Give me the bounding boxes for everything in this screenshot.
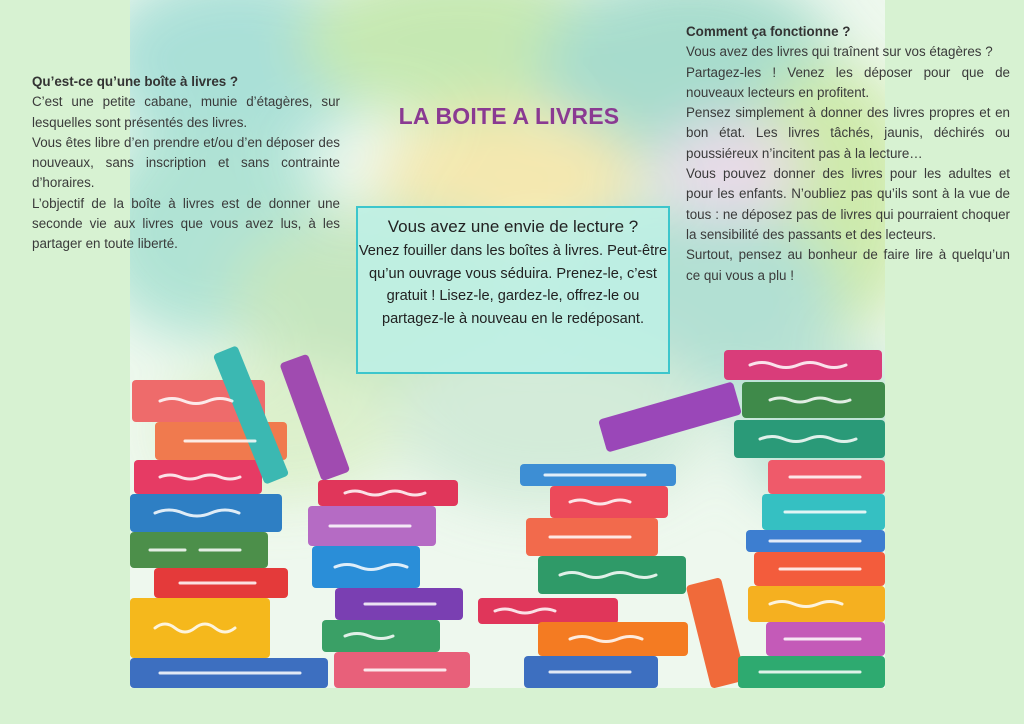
right-paragraph: Pensez simplement à donner des livres propres et en bon état. Les livres tâchés, jaunis, déchirés ou poussiéreux n’incitent pas à la lecture… (686, 105, 1010, 161)
right-paragraph: Partagez-les ! Venez les déposer pour que de nouveaux lecteurs en profitent. (686, 64, 1010, 100)
box-lead: Vous avez une envie de lecture ? (387, 217, 639, 236)
right-column-heading: Comment ça fonctionne ? (686, 24, 851, 39)
right-paragraph: Vous pouvez donner des livres pour les adultes et pour les enfants. N’oubliez pas qu’ils sont à la vue de tous : ne déposez pas de livres qui pourraient choquer la sensibilité des passants et des lecteurs. (686, 166, 1010, 242)
right-paragraph: Surtout, pensez au bonheur de faire lire à quelqu’un ce qui vous a plu ! (686, 247, 1010, 283)
left-paragraph: L’objectif de la boîte à livres est de donner une seconde vie aux livres que vous avez lus, à les partager en toute liberté. (32, 195, 340, 252)
box-body: Venez fouiller dans les boîtes à livres. Peut-être qu’un ouvrage vous séduira. Prenez-le, c’est gratuit ! Lisez-le, gardez-le, offrez-le ou partagez-le à nouveau en le redéposant. (358, 243, 668, 327)
right-paragraph: Vous avez des livres qui traînent sur vos étagères ? (686, 44, 993, 60)
reading-invitation-box (356, 206, 670, 374)
left-column (32, 72, 340, 255)
page-title: LA BOITE A LIVRES (398, 103, 620, 129)
left-paragraph: C’est une petite cabane, munie d’étagères, sur lesquelles sont présentés des livres. (32, 94, 340, 130)
left-paragraph: Vous êtes libre d’en prendre et/ou d’en déposer des nouveaux, sans inscription et sans contrainte d’horaires. (32, 134, 340, 191)
right-column (686, 22, 1010, 286)
left-column-heading: Qu’est-ce qu’une boîte à livres ? (32, 74, 239, 89)
